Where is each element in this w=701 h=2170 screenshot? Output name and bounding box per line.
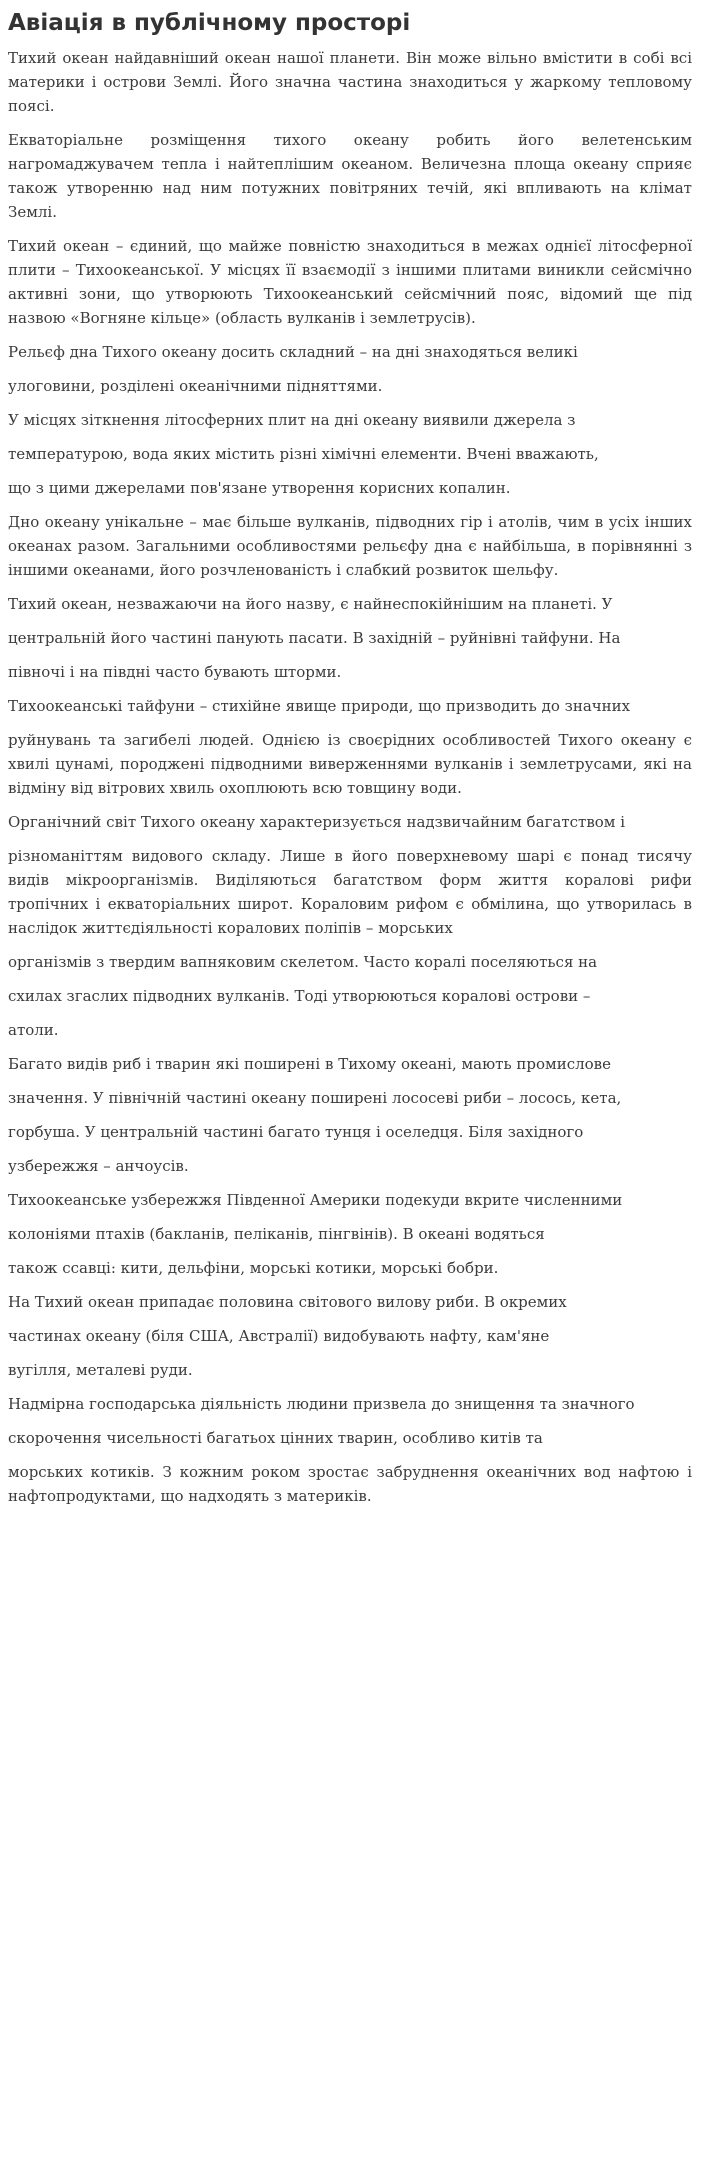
paragraph: Тихий океан найдавніший океан нашої планети. Він може вільно вмістити в собі всі материки і острови Землі. Його значна частина знаходиться у жаркому тепловому поясі. — [8, 49, 692, 115]
paragraph: Тихоокеанські тайфуни – стихійне явище природи, що призводить до значних — [8, 697, 631, 715]
paragraph: що з цими джерелами пов'язане утворення корисних копалин. — [8, 479, 511, 497]
article-body — [8, 46, 692, 1508]
paragraph: Дно океану унікальне – має більше вулканів, підводних гір і атолів, чим в усіх інших океанах разом. Загальними особливостями рельєфу дна є найбільша, в порівнянні з іншими океанами, його розчленованість і слабкий розвиток шельфу. — [8, 513, 692, 579]
paragraph: Багато видів риб і тварин які поширені в Тихому океані, мають промислове — [8, 1055, 611, 1073]
paragraph: різноманіттям видового складу. Лише в його поверхневому шарі є понад тисячу видів мікроорганізмів. Виділяються багатством форм життя коралові рифи тропічних і екваторіальних широт. Кораловим рифом є обмілина, що утворилась в наслідок життєдіяльності коралових поліпів – морських — [8, 847, 692, 937]
paragraph: атоли. — [8, 1021, 59, 1039]
paragraph: центральній його частині панують пасати. В західній – руйнівні тайфуни. На — [8, 629, 621, 647]
paragraph: схилах згаслих підводних вулканів. Тоді утворюються коралові острови – — [8, 987, 591, 1005]
paragraph: У місцях зіткнення літосферних плит на дні океану виявили джерела з — [8, 411, 576, 429]
paragraph: морських котиків. З кожним роком зростає забруднення океанічних вод нафтою і нафтопродуктами, що надходять з материків. — [8, 1463, 692, 1505]
paragraph: температурою, вода яких містить різні хімічні елементи. Вчені вважають, — [8, 445, 599, 463]
paragraph: колоніями птахів (бакланів, пеліканів, пінгвінів). В океані водяться — [8, 1225, 545, 1243]
paragraph: Надмірна господарська діяльність людини призвела до знищення та значного — [8, 1395, 635, 1413]
paragraph: Тихий океан, незважаючи на його назву, є найнеспокійнішим на планеті. У — [8, 595, 613, 613]
paragraph: півночі і на півдні часто бувають шторми. — [8, 663, 342, 681]
paragraph: улоговини, розділені океанічними підняттями. — [8, 377, 383, 395]
paragraph: частинах океану (біля США, Австралії) видобувають нафту, кам'яне — [8, 1327, 550, 1345]
paragraph: Тихий океан – єдиний, що майже повністю знаходиться в межах однієї літосферної плити – Тихоокеанської. У місцях її взаємодії з іншими плитами виникли сейсмічно активні зони, що утворюють Тихоокеанський сейсмічний пояс, відомий ще під назвою «Вогняне кільце» (область вулканів і землетрусів). — [8, 237, 692, 327]
paragraph: вугілля, металеві руди. — [8, 1361, 193, 1379]
paragraph: значення. У північній частині океану поширені лососеві риби – лосось, кета, — [8, 1089, 622, 1107]
paragraph: узбережжя – анчоусів. — [8, 1157, 189, 1175]
paragraph: На Тихий океан припадає половина світового вилову риби. В окремих — [8, 1293, 567, 1311]
paragraph: Екваторіальне розміщення тихого океану робить його велетенським нагромаджувачем тепла і найтеплішим океаном. Величезна площа океану сприяє також утворенню над ним потужних повітряних течій, які впливають на клімат Землі. — [8, 131, 692, 221]
paragraph: також ссавці: кити, дельфіни, морські котики, морські бобри. — [8, 1259, 499, 1277]
paragraph: Органічний світ Тихого океану характеризується надзвичайним багатством і — [8, 813, 626, 831]
article-title: Авіація в публічному просторі — [8, 10, 411, 36]
paragraph: Рельєф дна Тихого океану досить складний – на дні знаходяться великі — [8, 343, 578, 361]
paragraph: скорочення чисельності багатьох цінних тварин, особливо китів та — [8, 1429, 543, 1447]
paragraph: руйнувань та загибелі людей. Однією із своєрідних особливостей Тихого океану є хвилі цунамі, породжені підводними виверженнями вулканів і землетрусами, які на відміну від вітрових хвиль охоплюють всю товщину води. — [8, 731, 692, 797]
paragraph: Тихоокеанське узбережжя Південної Америки подекуди вкрите численними — [8, 1191, 623, 1209]
paragraph: організмів з твердим вапняковим скелетом. Часто коралі поселяються на — [8, 953, 598, 971]
paragraph: горбуша. У центральній частині багато тунця і оселедця. Біля західного — [8, 1123, 584, 1141]
